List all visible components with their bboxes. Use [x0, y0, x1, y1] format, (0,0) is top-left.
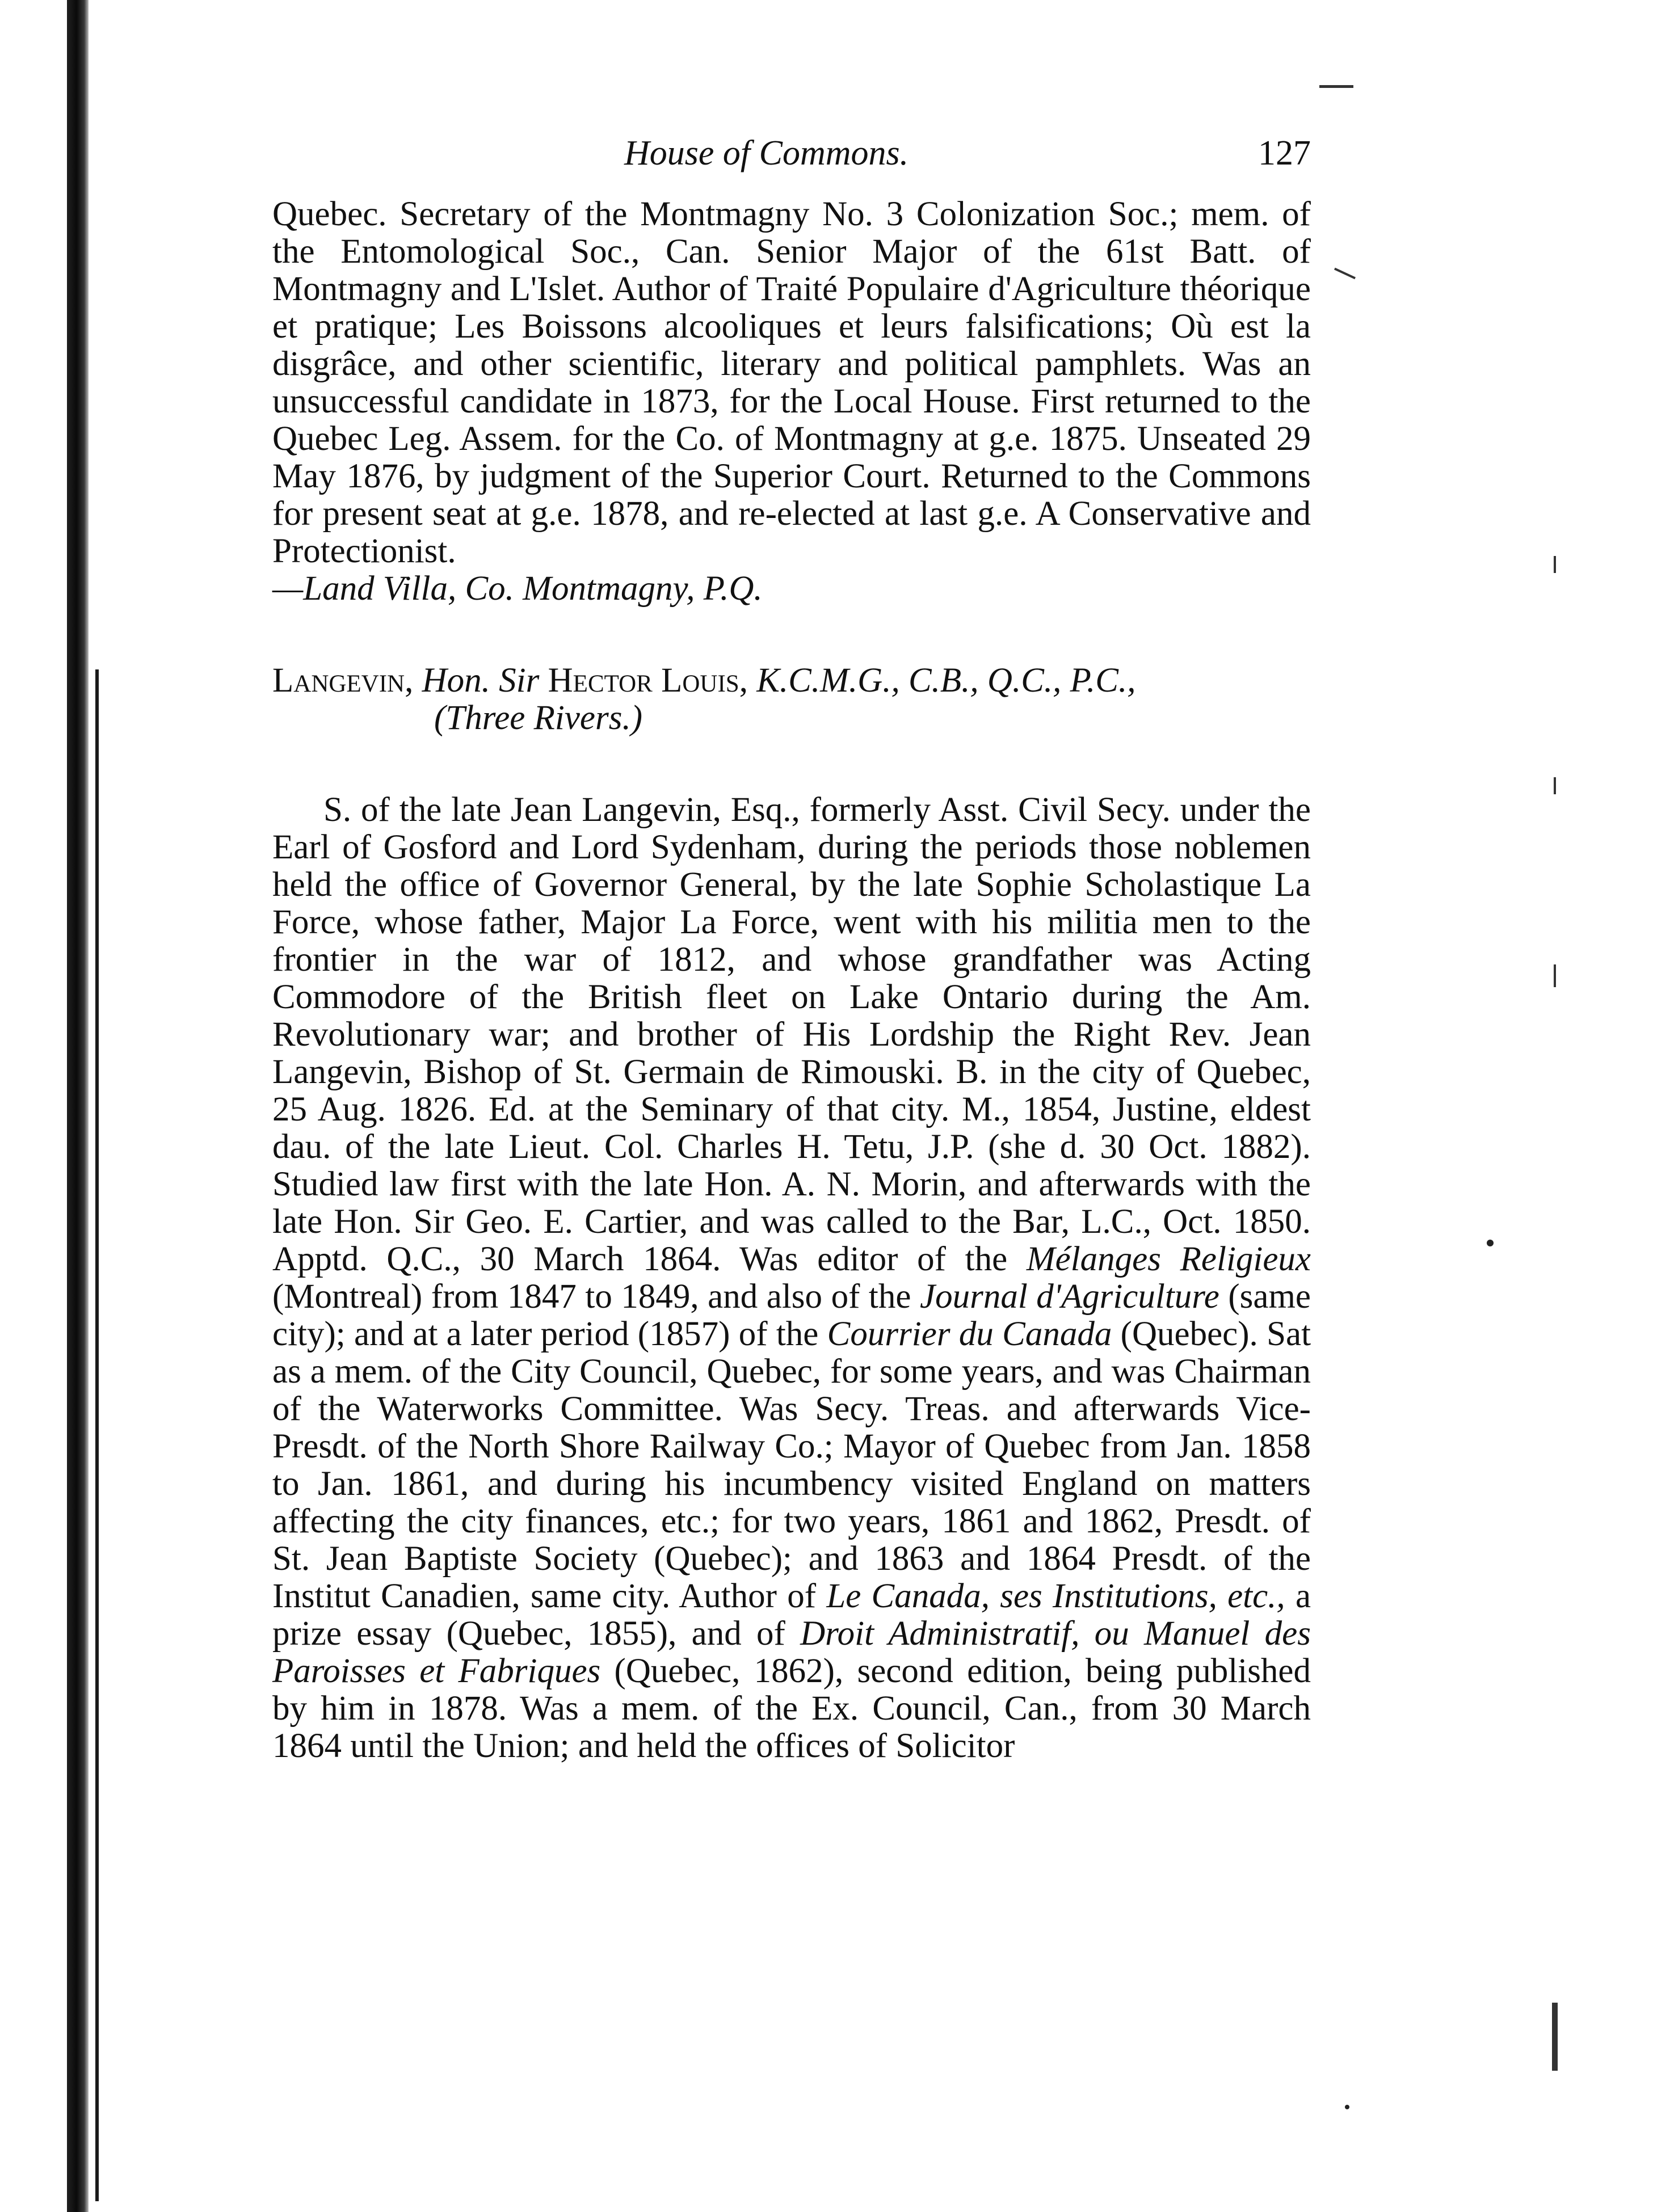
entry-surname: Langevin, — [272, 662, 414, 700]
bio-work-title: Journal d'Agriculture — [920, 1278, 1219, 1316]
entry-continuation-text: Quebec. Secretary of the Montmagny No. 3 Colonization Soc.; mem. of the Entomological Soc., Can. Senior Major of the 61st Batt. of Montmagny and L'Islet. Author of Traité Populaire d'Agriculture théorique et pratique; Les Boissons alcooliques et leurs falsifications; Où est la disgrâce, and other scientific, literary and political pamphlets. Was an unsuccessful candidate in 1873, for the Local House. First returned to the Quebec Leg. Assem. for the Co. of Montmagny at g.e. 1875. Unseated 29 May 1876, by judgment of the Superior Court. Returned to the Commons for present seat at g.e. 1878, and re-elected at last g.e. A Conservative and Protectionist. — [272, 195, 1311, 570]
entry-titles: K.C.M.G., C.B., Q.C., P.C., — [756, 662, 1136, 700]
scan-edge-mark — [1554, 556, 1556, 573]
running-head — [272, 128, 1311, 179]
bio-work-title: Mélanges Religieux — [1026, 1240, 1311, 1278]
entry-honorific: Hon. Sir — [422, 662, 540, 700]
scan-edge-mark — [1554, 777, 1556, 794]
scan-edge-mark — [1552, 2003, 1558, 2071]
bio-text: S. of the late Jean Langevin, Esq., formerly Asst. Civil Secy. under the Earl of Gosford and Lord Sydenham, during the periods those noblemen held the office of Governor General, by the late Sophie Scholastique La Force, whose father, Major La Force, went with his militia men to the frontier in the war of 1812, and whose grandfather was Acting Commodore of the British fleet on Lake Ontario during the Am. Revolutionary war; and brother of His Lordship the Right Rev. Jean Langevin, Bishop of St. Germain de Rimouski. B. in the city of Quebec, 25 Aug. 1826. Ed. at the Seminary of that city. M., 1854, Justine, eldest dau. of the late Lieut. Col. Charles H. Tetu, J.P. (she d. 30 Oct. 1882). Studied law first with the late Hon. A. N. Morin, and afterwards with the late Hon. Sir Geo. E. Cartier, and was called to the Bar, L.C., Oct. 1850. Apptd. Q.C., 30 March 1864. Was editor of the — [272, 791, 1311, 1278]
bio-work-title: Courrier du Canada — [827, 1315, 1112, 1353]
scan-speck — [1345, 2105, 1349, 2109]
book-page — [272, 128, 1311, 1765]
entry-constituency: (Three Rivers.) — [434, 699, 643, 737]
scan-edge-mark — [1319, 85, 1353, 88]
entry-heading — [272, 662, 1311, 737]
running-title: House of Commons. — [624, 134, 909, 172]
page-binding-edge — [67, 0, 89, 2212]
bio-text: (Montreal) from 1847 to 1849, and also of the — [272, 1278, 911, 1316]
entry-given-names: Hector Louis, — [548, 662, 748, 700]
bio-work-title: Le Canada, ses Institutions, etc., — [826, 1577, 1285, 1615]
scan-edge-mark — [1554, 964, 1556, 987]
page-binding-line — [95, 669, 99, 2201]
entry-continuation-address: —Land Villa, Co. Montmagny, P.Q. — [272, 570, 763, 608]
scan-speck — [1487, 1240, 1494, 1246]
entry-biography — [272, 791, 1311, 1765]
bio-text: (Quebec). Sat as a mem. of the City Council, Quebec, for some years, and was Chairman of the Waterworks Committee. Was Secy. Treas. and afterwards Vice-Presdt. of the North Shore Railway Co.; Mayor of Quebec from Jan. 1858 to Jan. 1861, and during his incumbency visited England on matters affecting the city finances, etc.; for two years, 1861 and 1862, Presdt. of St. Jean Baptiste Society (Quebec); and 1863 and 1864 Presdt. of the Institut Canadien, same city. Author of — [272, 1315, 1311, 1615]
page-number: 127 — [1258, 134, 1311, 172]
bio-text: a prize essay (Quebec, 1855), and of — [272, 1577, 1311, 1653]
bio-text: (same city); and at a later period (1857) of the — [272, 1278, 1311, 1353]
bio-text: (Quebec, 1862), second edition, being published by him in 1878. Was a mem. of the Ex. Council, Can., from 30 March 1864 until the Union; and held the offices of Solicitor — [272, 1652, 1311, 1765]
bio-work-title: Droit Administratif, ou Manuel des Paroisses et Fabriques — [272, 1615, 1311, 1690]
scan-edge-mark — [1334, 268, 1356, 280]
